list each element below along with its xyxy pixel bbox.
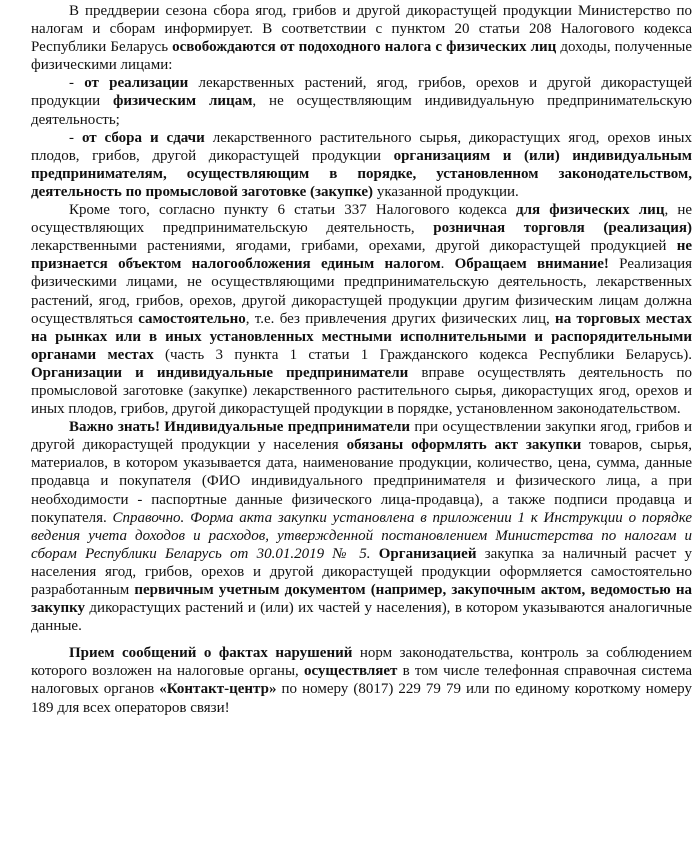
text-run: товаров, сырья, материалов, в котором указывается дата, наименование продукции, количество, цена, сумма, данные продавца и покупателя (ФИО индивидуального предпринимателя и физического лица, а при необходимости - паспортные данные физического лица-продавца), а также подписи продавца и покупателя. (31, 437, 692, 526)
text-run: (часть 3 пункта 1 статьи 1 Гражданского кодекса Республики Беларусь). (153, 346, 692, 363)
bold-text-run: Важно знать! Индивидуальные предприниматели (69, 419, 411, 436)
text-run: , т.е. без привлечения других физических лиц, (245, 310, 556, 327)
bold-text-run: Прием сообщений о фактах нарушений (69, 645, 353, 662)
text-run: указанной продукции. (373, 183, 519, 200)
paragraph-retail-trade (31, 201, 692, 418)
bold-text-run: Организации и индивидуальные предприниматели (31, 364, 409, 381)
paragraph-item-sale (31, 74, 692, 128)
bold-text-run: первичным учетным документом (например, закупочным актом, ведомостью на закупку (31, 582, 692, 617)
bold-text-run: розничная торговля (реализация) (433, 220, 692, 237)
text-run: лекарственными растениями, ягодами, грибами, орехами, другой дикорастущей продукцией (31, 238, 677, 255)
text-run: в том числе телефонная справочная система налоговых органов (31, 663, 692, 698)
text-run: Кроме того, согласно пункту 6 статьи 337 Налогового кодекса (69, 202, 517, 219)
text-run: - (69, 129, 82, 146)
text-run: - (69, 75, 85, 92)
text-run: лекарственных растений, ягод, грибов, орехов и другой дикорастущей продукции (31, 75, 692, 110)
bold-text-run: Обращаем внимание! (454, 256, 609, 273)
text-run: . (440, 256, 455, 273)
text-run: при осуществлении закупки ягод, грибов и другой дикорастущей продукции у населения (31, 419, 693, 454)
bold-text-run: самостоятельно (138, 310, 246, 327)
bold-text-run: освобождаются от подоходного налога с физических лиц (172, 39, 557, 56)
text-run: В преддверии сезона сбора ягод, грибов и другой дикорастущей продукции Министерство по налогам и сборам информирует. В соответствии с пунктом 20 статьи 208 Налогового кодекса Республики Беларусь (31, 3, 692, 56)
bold-text-run: Организацией (378, 545, 477, 562)
bold-text-run: организациям и (или) индивидуальным предпринимателям, осуществляющим в порядке, установленном законодательством, деятельность по промысловой заготовке (закупке) (31, 147, 692, 200)
paragraph-contact-center (31, 644, 692, 716)
bold-text-run: от реализации (84, 75, 189, 92)
text-run: норм законодательства, контроль за соблюдением которого возложен на налоговые органы, (31, 645, 692, 680)
text-run (371, 546, 379, 562)
bold-text-run: «Контакт-центр» (159, 681, 277, 698)
paragraph-important (31, 418, 692, 635)
bold-text-run: обязаны оформлять акт закупки (346, 437, 582, 454)
paragraph-intro (31, 2, 692, 74)
bold-text-run: для физических лиц (516, 202, 665, 219)
text-run: вправе осуществлять деятельность по промысловой заготовке (закупке) лекарственного растительного сырья, дикорастущих ягод, орехов и иных плодов, грибов, другой дикорастущей продукции в порядке, установленном законодательством. (31, 364, 692, 418)
text-run: доходы, полученные физическими лицами: (31, 39, 692, 74)
text-run: Реализация физическими лицами, не осуществляющими предпринимательскую деятельность, лекарственных растений, ягод, грибов, орехов, другой дикорастущей продукции другим физическим лицам должна осуществляться (31, 256, 693, 327)
bold-text-run: от сбора и сдачи (81, 129, 205, 146)
bold-text-run: осуществляет (303, 663, 398, 680)
bold-text-run: не признается объектом налогообложения единым налогом (31, 238, 692, 273)
text-run: , не осуществляющих предпринимательскую деятельность, (31, 202, 692, 237)
text-run: закупка за наличный расчет у населения ягод, грибов, орехов и другой дикорастущей продукции оформляется самостоятельно разработанным (31, 545, 693, 598)
bold-text-run: физическим лицам (112, 93, 253, 110)
text-run: , не осуществляющим индивидуальную предпринимательскую деятельность; (31, 93, 692, 128)
italic-text-run: Справочно. Форма акта закупки установлена в приложении 1 к Инструкции о порядке ведения учета доходов и расходов, утвержденной постановлением Министерства по налогам и сборам Республики Беларусь от 30.01.2019 № 5. (31, 509, 693, 562)
text-run: лекарственного растительного сырья, дикорастущих ягод, орехов иных плодов, грибов, другой дикорастущей продукции (31, 129, 693, 164)
paragraph-item-collection (31, 129, 692, 201)
text-run: дикорастущих растений и (или) их частей у населения), в котором указываются аналогичные данные. (31, 600, 692, 635)
text-run: по номеру (8017) 229 79 79 или по единому короткому номеру 189 для всех операторов связи! (31, 681, 692, 716)
bold-text-run: на торговых местах на рынках или в иных установленных местными исполнительными и распорядительными органами местах (31, 310, 692, 363)
